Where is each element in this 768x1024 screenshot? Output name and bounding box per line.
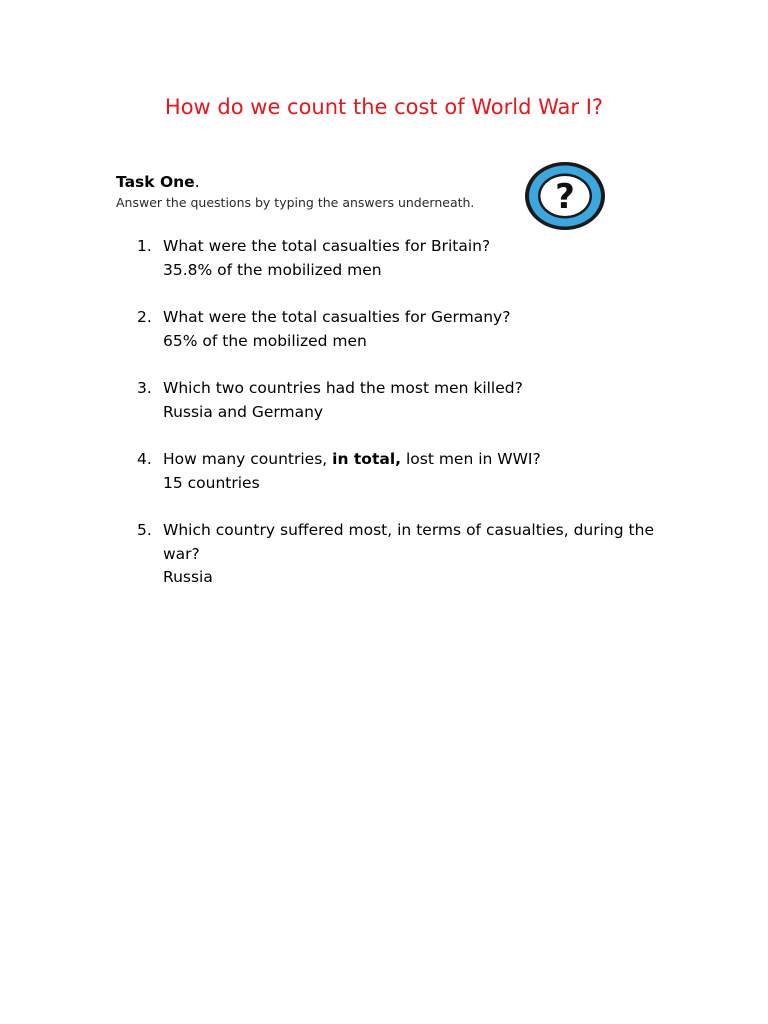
answer-text[interactable]: 15 countries bbox=[163, 473, 260, 492]
question-number: 3. bbox=[137, 379, 152, 397]
task-heading-label: Task One bbox=[116, 173, 195, 191]
question-text: What were the total casualties for Germany? bbox=[163, 308, 511, 326]
answer-text[interactable]: Russia and Germany bbox=[163, 402, 324, 421]
question-text bbox=[163, 448, 654, 472]
question-number: 4. bbox=[137, 450, 152, 468]
question-item-2 bbox=[0, 306, 768, 353]
answer-text[interactable]: 65% of the mobilized men bbox=[163, 331, 367, 350]
question-list bbox=[0, 235, 768, 614]
question-text-before: How many countries, bbox=[163, 450, 328, 468]
question-text: Which country suffered most, in terms of casualties, during the war? bbox=[163, 521, 654, 563]
question-mark-icon bbox=[522, 160, 608, 232]
task-heading bbox=[116, 171, 200, 193]
answer-text[interactable]: Russia bbox=[163, 568, 213, 586]
svg-text:?: ? bbox=[555, 177, 575, 217]
question-item-1 bbox=[0, 235, 768, 282]
question-text: What were the total casualties for Britain? bbox=[163, 237, 491, 255]
question-number: 1. bbox=[137, 237, 152, 255]
question-item-4 bbox=[0, 448, 768, 495]
task-instruction: Answer the questions by typing the answers underneath. bbox=[116, 195, 475, 210]
question-item-5 bbox=[0, 519, 768, 590]
question-text: Which two countries had the most men killed? bbox=[163, 379, 523, 397]
question-number: 5. bbox=[137, 521, 152, 539]
question-text-after: lost men in WWI? bbox=[405, 450, 541, 468]
question-item-3 bbox=[0, 377, 768, 424]
question-emphasis: in total, bbox=[332, 450, 402, 468]
answer-text[interactable]: 35.8% of the mobilized men bbox=[163, 260, 382, 279]
task-heading-suffix: . bbox=[194, 173, 200, 191]
question-number: 2. bbox=[137, 308, 152, 326]
page-title: How do we count the cost of World War I? bbox=[164, 95, 604, 119]
